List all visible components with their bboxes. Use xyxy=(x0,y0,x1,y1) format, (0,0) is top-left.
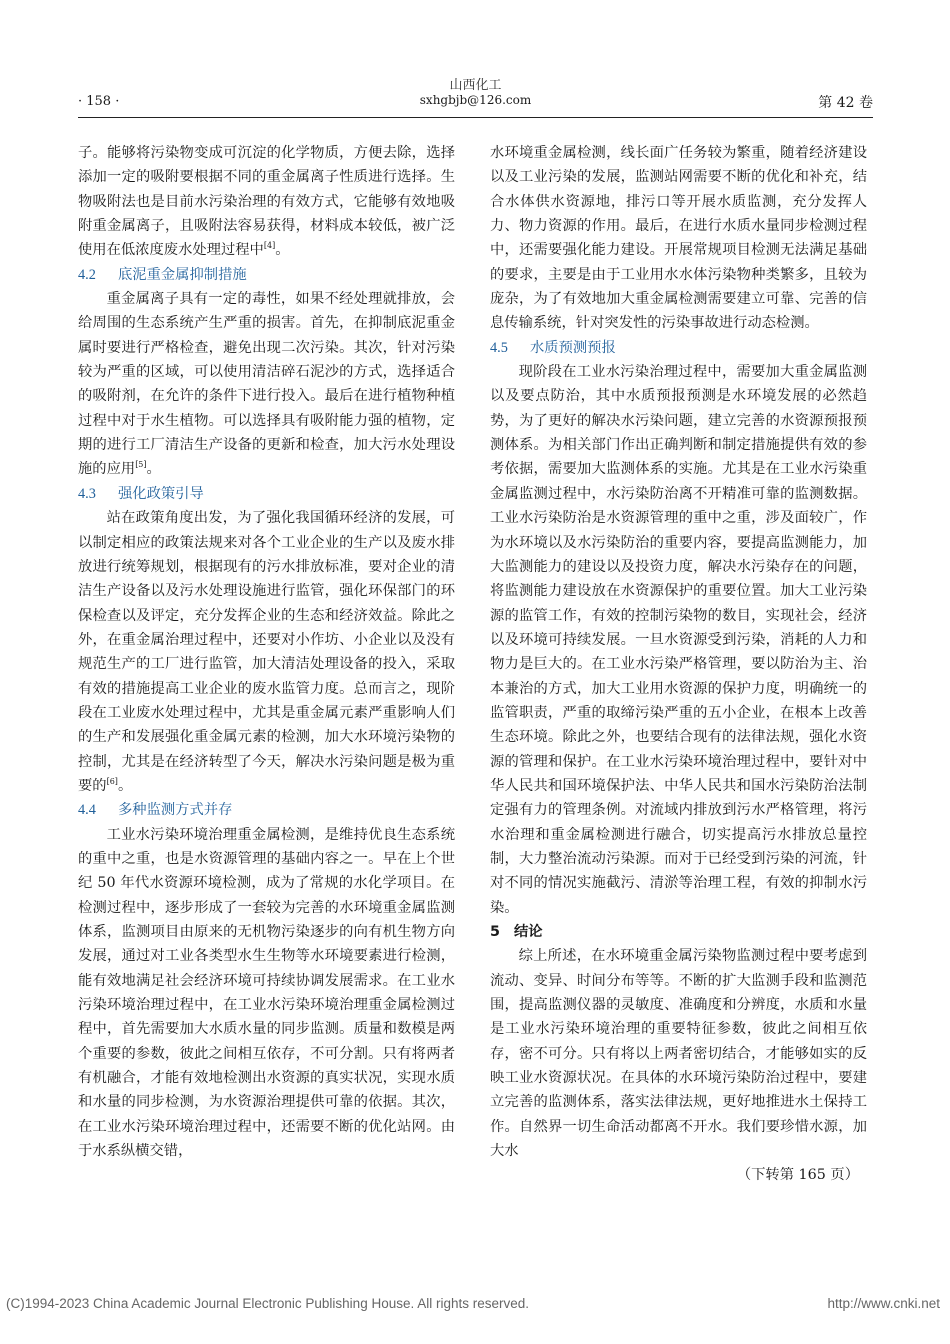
journal-email: sxhgbjb@126.com xyxy=(419,93,532,107)
volume-label: 第 42 卷 xyxy=(818,95,873,111)
section-heading-4-2 xyxy=(78,263,455,287)
paragraph-text: 重金属离子具有一定的毒性，如果不经处理就排放，会给周围的生态系统产生严重的损害。首先，在抑制底泥重金属时要进行严格检查，避免出现二次污染。其次，针对污染较为严重的区域，可以使用清洁碎石泥沙的方式，选择适合的吸附剂，在允许的条件下进行投入。最后在进行植物种植过程中对于水生植物。可以选择具有吸附能力强的植物，定期的进行工厂清洁生产设备的更新和检查，加大污水处理设施的应用 xyxy=(78,291,455,478)
section-title: 强化政策引导 xyxy=(118,485,204,502)
cnki-link[interactable]: http://www.cnki.net xyxy=(827,1296,940,1311)
citation: [4] xyxy=(263,241,276,251)
section-title: 结论 xyxy=(514,924,543,940)
citation: [5] xyxy=(135,460,147,470)
right-column xyxy=(490,141,867,1188)
section-number: 4.2 xyxy=(78,266,96,283)
section-heading-4-4 xyxy=(78,798,455,822)
journal-name: 山西化工 xyxy=(449,78,502,93)
paragraph: 工业水污染环境治理重金属检测，是维持优良生态系统的重中之重，也是水资源管理的基础内容之一。早在上个世纪 50 年代水资源环境检测，成为了常规的水化学项目。在检测过程中，逐步形成了一套较为完善的水环境重金属监测体系，监测项目由原来的无机物污染逐步的向有机生物方向发展，通过对工业各类型水生生物等水环境要素进行检测，能有效地满足社会经济环境可持续协调发展需求。在工业水污染环境治理过程中，在工业水污染环境治理重金属检测过程中，首先需要加大水质水量的同步监测。质量和数模是两个重要的参数，彼此之间相互依存，不可分割。只有将两者有机融合，才能有效地检测出水资源的真实状况，实现水质和水量的同步检测，为水资源治理提供可靠的依据。其次，在工业水污染环境治理过程中，还需要不断的优化站网。由于水系纵横交错， xyxy=(78,826,455,1160)
continuation-note: （下转第 165 页） xyxy=(736,1167,859,1184)
paragraph-text: 子。能够将污染物变成可沉淀的化学物质，方便去除，选择添加一定的吸附要根据不同的重金属离子性质进行选择。生物吸附法也是目前水污染治理的有效方式，它能够有效地吸附重金属离子，且吸附法容易获得，材料成本较低，被广泛使用在低浓度废水处理过程中 xyxy=(78,145,455,259)
section-number: 5 xyxy=(490,924,500,940)
paragraph-text: 站在政策角度出发，为了强化我国循环经济的发展，可以制定相应的政策法规来对各个工业企业的生产以及废水排放进行统筹规划，根据现有的污水排放标准，要对企业的清洁生产设备以及污水处理设施进行监管，强化环保部门的环保检查以及评定，充分发挥企业的生态和经济效益。除此之外，在重金属治理过程中，还要对小作坊、小企业以及没有规范生产的工厂进行监管，加大清洁处理设备的投入，采取有效的措施提高工业企业的废水监管力度。总而言之，现阶段在工业废水处理过程中，尤其是重金属元素严重影响人们的生产和发展强化重金属元素的检测，加大水环境污染物的控制，尤其是在经济转型了今天，解决水污染问题是极为重要的 xyxy=(78,510,455,794)
header-center xyxy=(78,78,873,108)
section-number: 4.3 xyxy=(78,485,96,502)
section-number: 4.4 xyxy=(78,802,96,819)
copyright-notice: (C)1994-2023 China Academic Journal Electronic Publishing House. All rights reserved. xyxy=(6,1296,530,1311)
section-number: 4.5 xyxy=(490,339,508,356)
section-title: 水质预测预报 xyxy=(530,339,616,356)
section-heading-4-3 xyxy=(78,482,455,506)
left-column xyxy=(78,141,455,1163)
paragraph: 现阶段在工业水污染治理过程中，需要加大重金属监测以及要点防治，其中水质预报预测是水环境发展的必然趋势，为了更好的解决水污染问题，建立完善的水资源预报预测体系。为相关部门作出正确判断和制定措施提供有效的参考依据，需要加大监测体系的实施。尤其是在工业水污染重金属监测过程中，水污染防治离不开精准可靠的监测数据。工业水污染防治是水资源管理的重中之重，涉及面较广，作为水环境以及水污染防治的重要内容，要提高监测能力，加大监测能力的建设以及投资力度，解决水污染存在的问题，将监测能力建设放在水资源保护的重要位置。加大工业污染源的监管工作，有效的控制污染物的数目，实现社会，经济以及环境可持续发展。一旦水资源受到污染，消耗的人力和物力是巨大的。在工业水污染严格管理，要以防治为主、治本兼治的方式，加大工业用水资源的保护力度，明确统一的监管职责，严重的取缔污染严重的五小企业，在根本上改善生态环境。除此之外，也要结合现有的法律法规，强化水资源的管理和保护。在工业水污染环境治理过程中，要针对中华人民共和国环境保护法、中华人民共和国水污染防治法制定强有力的管理条例。对流域内排放到污水严格管理，将污水治理和重金属检测进行融合，切实提高污水排放总量控制，大力整治流动污染源。而对于已经受到污染的河流，针对不同的情况实施截污、清淤等治理工程，有效的抑制水污染。 xyxy=(490,364,867,916)
section-title: 多种监测方式并存 xyxy=(118,802,233,819)
header-rule xyxy=(78,117,873,118)
paragraph: 水环境重金属检测，线长面广任务较为繁重，随着经济建设以及工业污染的发展，监测站网需要不断的优化和补充，结合水体供水资源地，排污口等开展水质监测，充分发挥人力、物力资源的作用。最后，在进行水质水量同步检测过程中，还需要强化能力建设。开展常规项目检测无法满足基础的要求，主要是由于工业用水水体污染物种类繁多，且较为庞杂，为了有效地加大重金属检测需要建立可靠、完善的信息传输系统，针对突发性的污染事故进行动态检测。 xyxy=(490,145,867,332)
paragraph: 子。能够将污染物变成可沉淀的化学物质，方便去除，选择添加一定的吸附要根据不同的重金属离子性质进行选择。生物吸附法也是目前水污染治理的有效方式，它能够有效地吸附重金属离子，且吸附法容易获得，材料成本较低，被广泛使用在低浓度废水处理过程中[4]。 xyxy=(78,145,455,259)
paragraph: 站在政策角度出发，为了强化我国循环经济的发展，可以制定相应的政策法规来对各个工业企业的生产以及废水排放进行统筹规划，根据现有的污水排放标准，要对企业的清洁生产设备以及污水处理设施进行监管，强化环保部门的环保检查以及评定，充分发挥企业的生态和经济效益。除此之外，在重金属治理过程中，还要对小作坊、小企业以及没有规范生产的工厂进行监管，加大清洁处理设备的投入，采取有效的措施提高工业企业的废水监管力度。总而言之，现阶段在工业废水处理过程中，尤其是重金属元素严重影响人们的生产和发展强化重金属元素的检测，加大水环境污染物的控制，尤其是在经济转型了今天，解决水污染问题是极为重要的[6]。 xyxy=(78,510,455,794)
section-title: 底泥重金属抑制措施 xyxy=(118,266,247,283)
citation: [6] xyxy=(106,777,118,787)
section-heading-4-5 xyxy=(490,336,867,360)
paragraph: 综上所述，在水环境重金属污染物监测过程中要考虑到流动、变异、时间分布等等。不断的扩大监测手段和监测范围，提高监测仪器的灵敏度、准确度和分辨度，水质和水量是工业水污染环境治理的重要特征参数，彼此之间相互依存，密不可分。只有将以上两者密切结合，才能够如实的反映工业水资源状况。在具体的水环境污染防治过程中，要建立完善的监测体系，落实法律法规，更好地推进水土保持工作。自然界一切生命活动都离不开水。我们要珍惜水源，加大水 xyxy=(490,948,867,1160)
page-number: · 158 · xyxy=(78,94,120,109)
section-heading-5 xyxy=(490,920,867,944)
page-header xyxy=(78,78,873,118)
paragraph: 重金属离子具有一定的毒性，如果不经处理就排放，会给周围的生态系统产生严重的损害。首先，在抑制底泥重金属时要进行严格检查，避免出现二次污染。其次，针对污染较为严重的区域，可以使用清洁碎石泥沙的方式，选择适合的吸附剂，在允许的条件下进行投入。最后在进行植物种植过程中对于水生植物。可以选择具有吸附能力强的植物，定期的进行工厂清洁生产设备的更新和检查，加大污水处理设施的应用[5]。 xyxy=(78,291,455,478)
